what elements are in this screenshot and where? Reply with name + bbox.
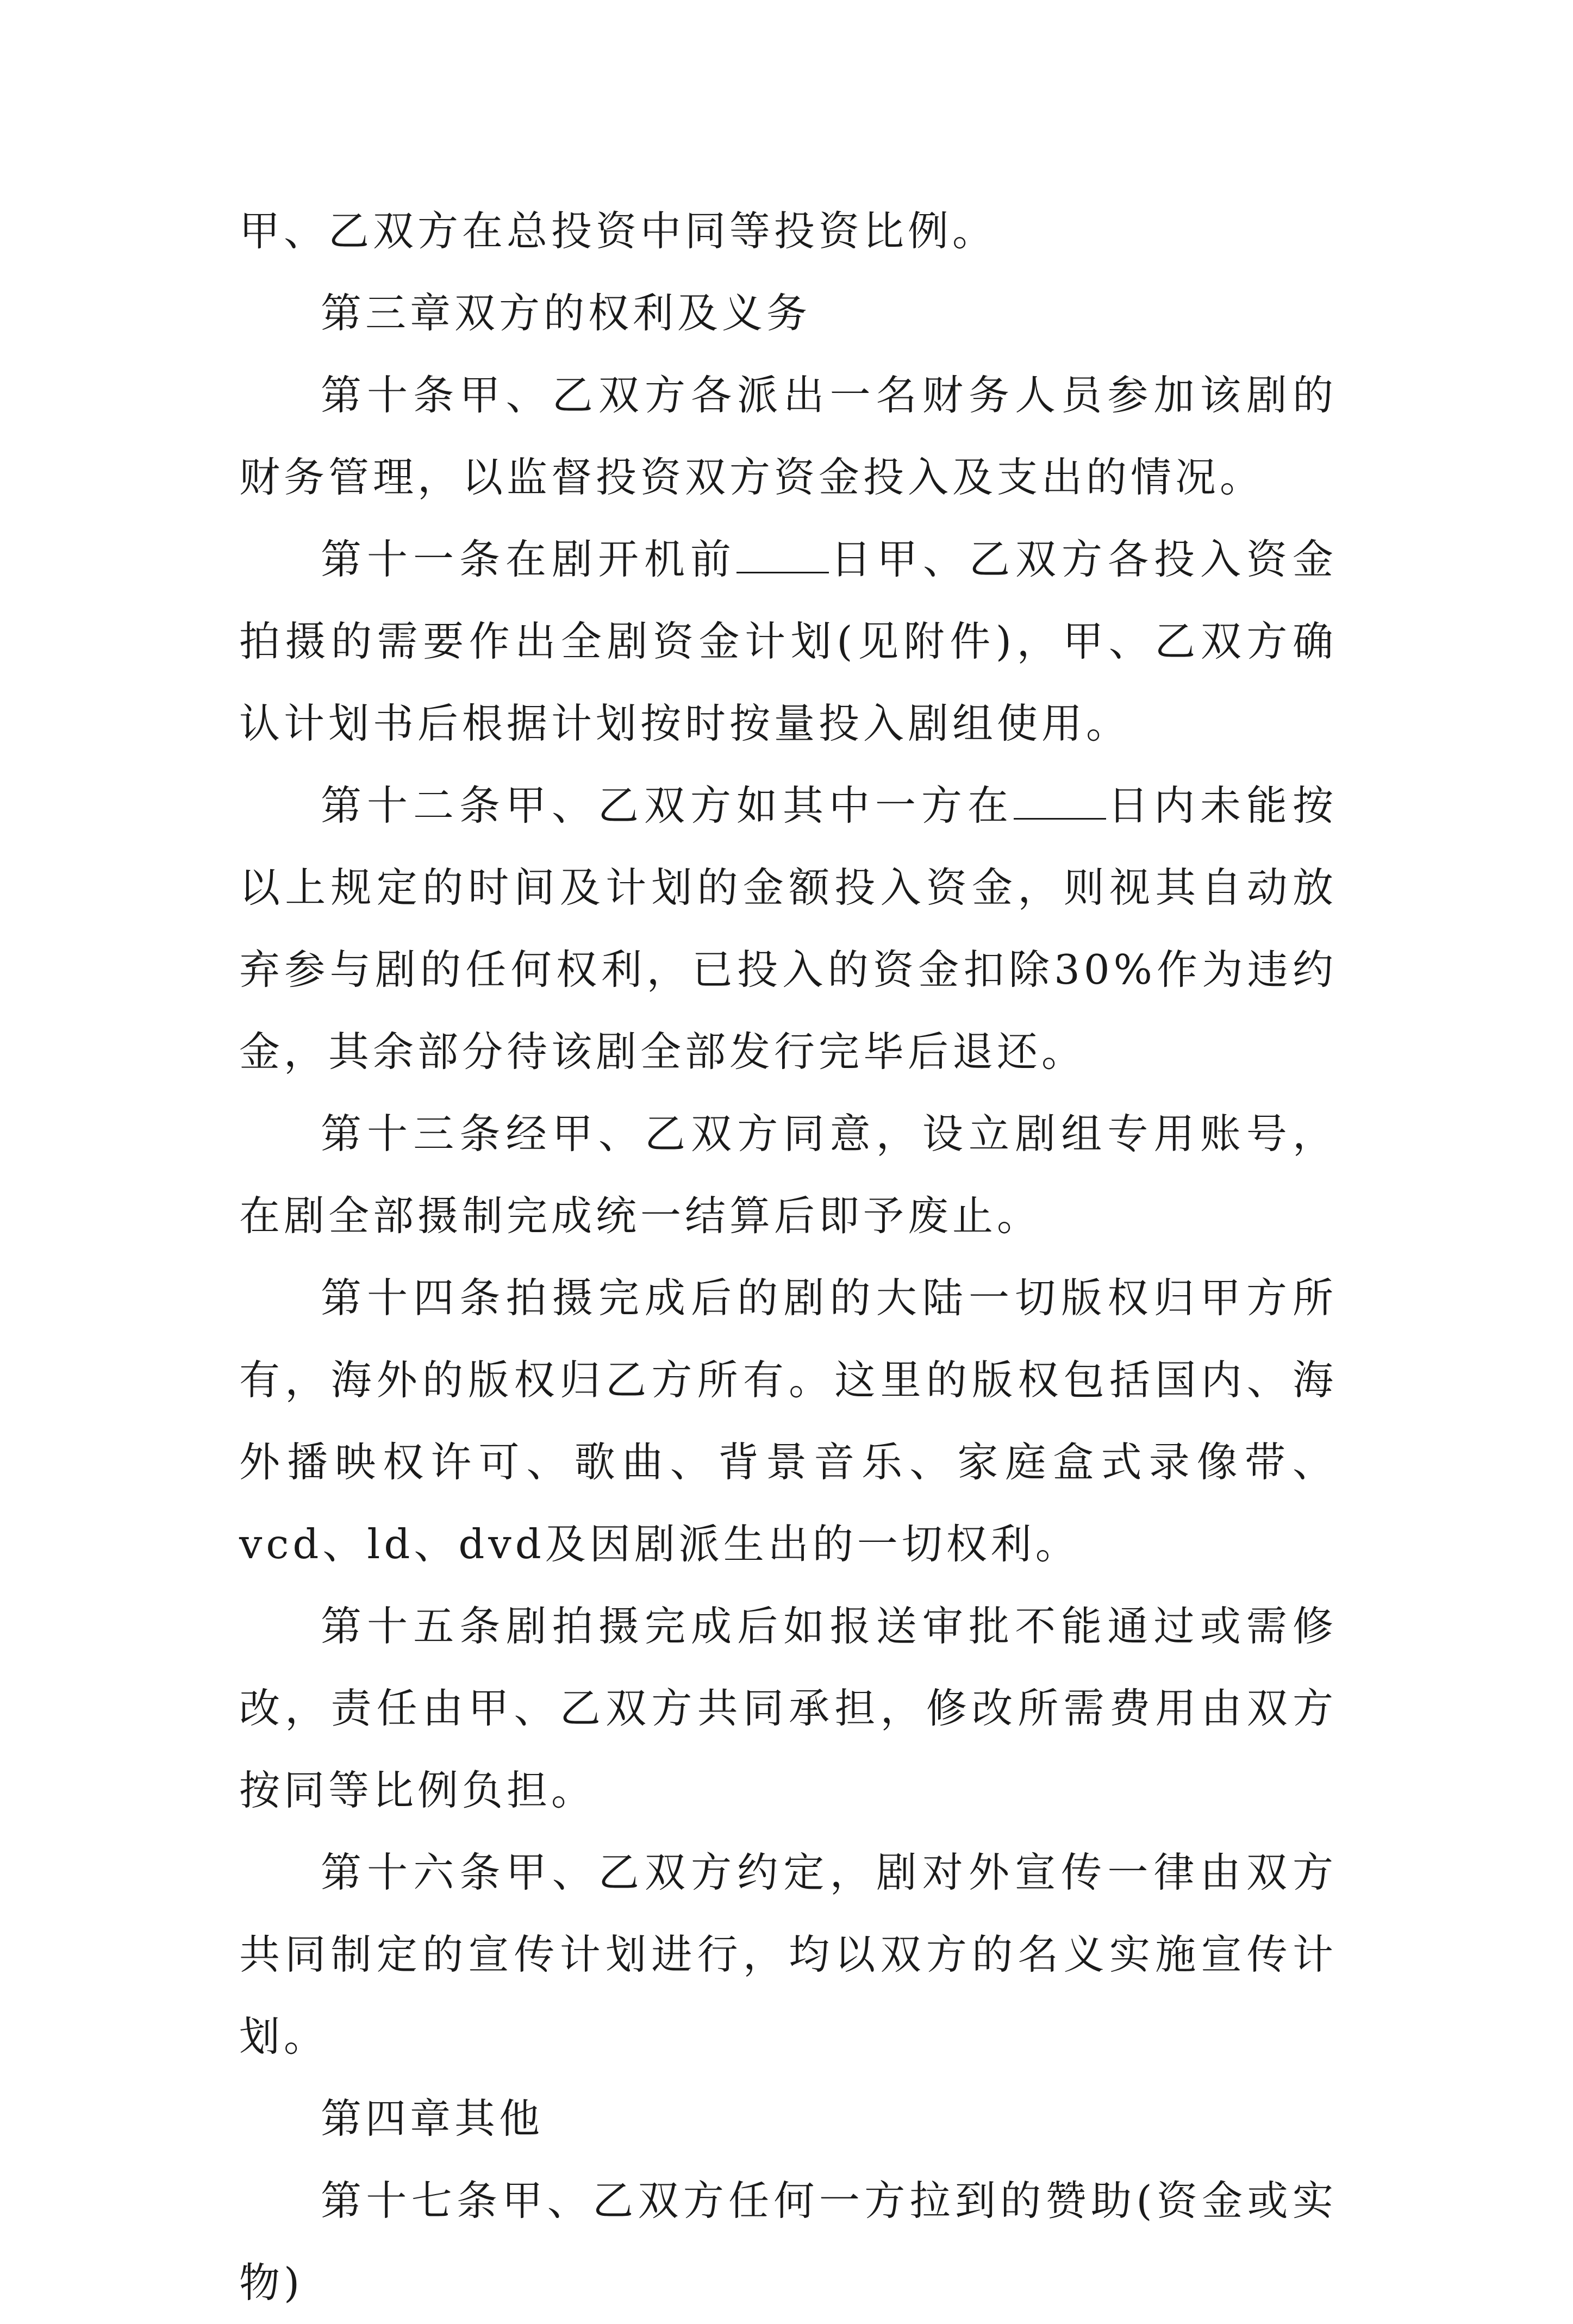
- article-12: [239, 765, 1337, 1093]
- article-17: 第十七条甲、乙双方任何一方拉到的赞助(资金或实物): [239, 2177, 1337, 2307]
- article-10: 第十条甲、乙双方各派出一名财务人员参加该剧的财务管理，以监督投资双方资金投入及支出的情况。: [239, 371, 1337, 501]
- article-11-part-2: 日甲、乙双方各投入资金拍摄的需要作出全剧资金计划(见附件)，甲、乙双方确认计划书后根据计划按时按量投入剧组使用。: [239, 535, 1337, 747]
- paragraph-investment-ratio: 甲、乙双方在总投资中同等投资比例。: [239, 207, 997, 255]
- article-14: 第十四条拍摄完成后的剧的大陆一切版权归甲方所有，海外的版权归乙方所有。这里的版权包括国内、海外播映权许可、歌曲、背景音乐、家庭盒式录像带、vcd、ld、dvd及因剧派生出的一切权利。: [239, 1274, 1337, 1568]
- chapter-3-heading: 第三章双方的权利及义务: [321, 289, 812, 337]
- blank-days-field: [1014, 780, 1106, 820]
- article-13: 第十三条经甲、乙双方同意，设立剧组专用账号，在剧全部摄制完成统一结算后即予废止。: [239, 1110, 1337, 1240]
- article-11: [239, 518, 1337, 765]
- document-body: [239, 190, 1337, 2324]
- blank-days-field: [736, 534, 829, 573]
- chapter-4-heading: 第四章其他: [321, 2095, 544, 2142]
- article-12-part-1: 第十二条甲、乙双方如其中一方在: [321, 782, 1014, 829]
- article-15: 第十五条剧拍摄完成后如报送审批不能通过或需修改，责任由甲、乙双方共同承担，修改所需费用由双方按同等比例负担。: [239, 1602, 1337, 1814]
- article-16: 第十六条甲、乙双方约定，剧对外宣传一律由双方共同制定的宣传计划进行，均以双方的名义实施宣传计划。: [239, 1848, 1337, 2060]
- article-12-part-2: 日内未能按以上规定的时间及计划的金额投入资金，则视其自动放弃参与剧的任何权利，已投入的资金扣除30%作为违约金，其余部分待该剧全部发行完毕后退还。: [239, 782, 1337, 1076]
- article-11-part-1: 第十一条在剧开机前: [321, 535, 736, 583]
